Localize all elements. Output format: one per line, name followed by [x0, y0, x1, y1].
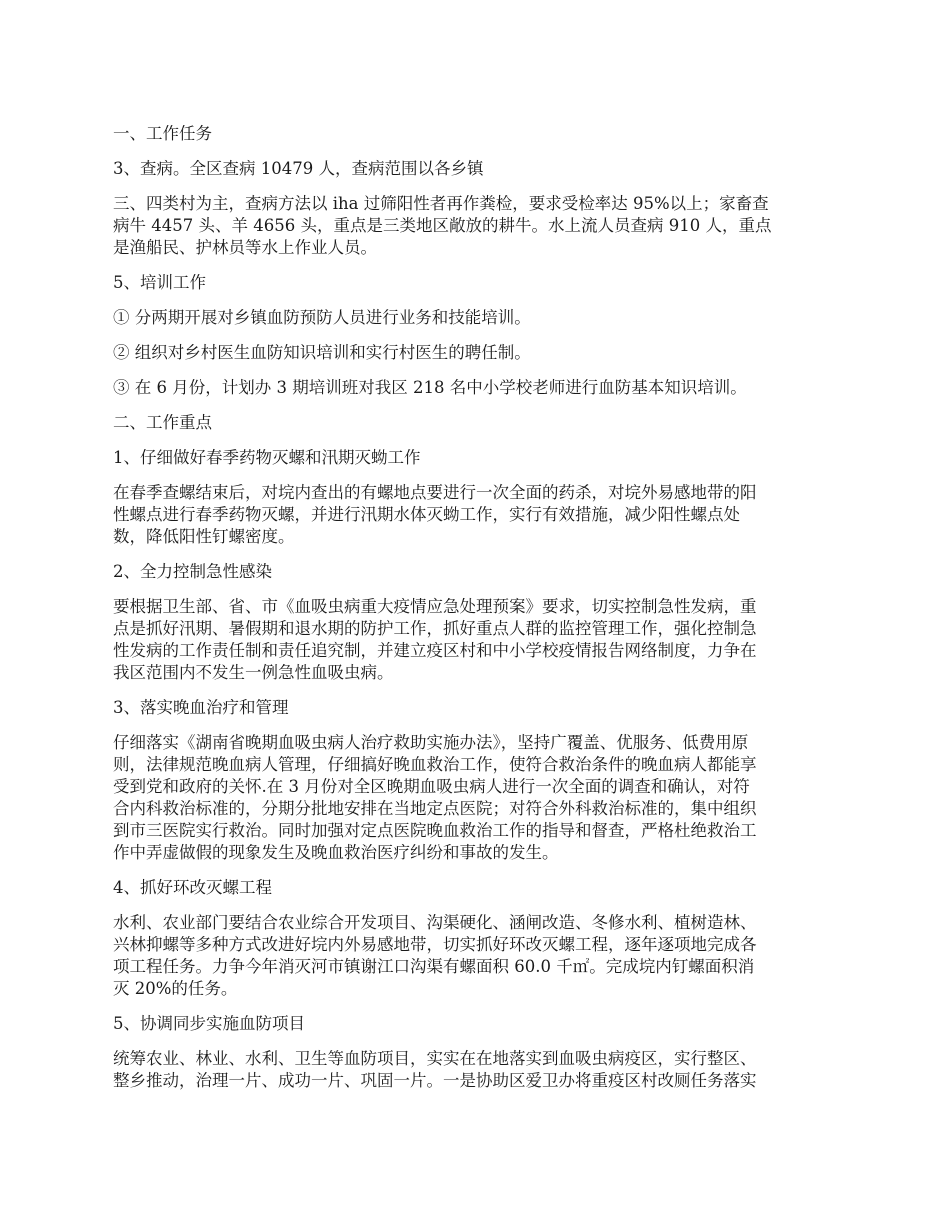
paragraph [113, 1048, 838, 1092]
text-line: ② 组织对乡村医生血防知识培训和实行村医生的聘任制。 [113, 343, 531, 362]
text-line: 性发病的工作责任制和责任追究制，并建立疫区村和中小学校疫情报告网络制度，力争在 [113, 641, 757, 660]
text-line: 1、仔细做好春季药物灭螺和汛期灭蚴工作 [113, 448, 421, 467]
text-line: 5、协调同步实施血防项目 [113, 1014, 305, 1033]
paragraph [113, 877, 838, 899]
paragraph [113, 596, 838, 684]
paragraph [113, 193, 838, 259]
paragraph [113, 272, 838, 294]
text-line: 3、落实晚血治疗和管理 [113, 698, 289, 717]
paragraph [113, 732, 838, 864]
text-line: 项工程任务。力争今年消灭河市镇谢江口沟渠有螺面积 60.0 千㎡。完成垸内钉螺面积消 [113, 957, 755, 976]
document-body [113, 123, 838, 1092]
text-line: 水利、农业部门要结合农业综合开发项目、沟渠硬化、涵闸改造、冬修水利、植树造林、 [113, 913, 757, 932]
text-line: 仔细落实《湖南省晚期血吸虫病人治疗救助实施办法》，坚持广覆盖、优服务、低费用原 [113, 733, 749, 752]
text-line: 在春季查螺结束后，对垸内查出的有螺地点要进行一次全面的药杀，对垸外易感地带的阳 [113, 483, 757, 502]
text-line: 性螺点进行春季药物灭螺，并进行汛期水体灭蚴工作，实行有效措施，减少阳性螺点处 [113, 505, 740, 524]
text-line: 合内科救治标准的，分期分批地安排在当地定点医院；对符合外科救治标准的，集中组织 [113, 799, 757, 818]
text-line: 灭 20%的任务。 [113, 979, 238, 998]
text-line: 我区范围内不发生一例急性血吸虫病。 [113, 663, 394, 682]
text-line: 兴林抑螺等多种方式改进好垸内外易感地带，切实抓好环改灭螺工程，逐年逐项地完成各 [113, 935, 757, 954]
paragraph [113, 412, 838, 434]
paragraph [113, 158, 838, 180]
text-line: 受到党和政府的关怀.在 3 月份对全区晚期血吸虫病人进行一次全面的调查和确认，对符 [113, 777, 750, 796]
text-line: 二、工作重点 [113, 413, 212, 432]
text-line: 统筹农业、林业、水利、卫生等血防项目，实实在在地落实到血吸虫病疫区，实行整区、 [113, 1049, 757, 1068]
paragraph [113, 307, 838, 329]
paragraph [113, 447, 838, 469]
text-line: 病牛 4457 头、羊 4656 头，重点是三类地区敞放的耕牛。水上流人员查病 910 人，重点 [113, 216, 772, 235]
text-line: 一、工作任务 [113, 124, 212, 143]
text-line: 点是抓好汛期、暑假期和退水期的防护工作，抓好重点人群的监控管理工作，强化控制急 [113, 619, 757, 638]
text-line: 作中弄虚做假的现象发生及晚血救治医疗纠纷和事故的发生。 [113, 843, 559, 862]
text-line: ③ 在 6 月份，计划办 3 期培训班对我区 218 名中小学校老师进行血防基本知识培训。 [113, 378, 747, 397]
text-line: 要根据卫生部、省、市《血吸虫病重大疫情应急处理预案》要求，切实控制急性发病，重 [113, 597, 757, 616]
paragraph [113, 561, 838, 583]
paragraph [113, 912, 838, 1000]
paragraph [113, 342, 838, 364]
text-line: 则，法律规范晚血病人管理，仔细搞好晚血救治工作，使符合救治条件的晚血病人都能享 [113, 755, 757, 774]
paragraph [113, 123, 838, 145]
paragraph [113, 482, 838, 548]
text-line: 整乡推动，治理一片、成功一片、巩固一片。一是协助区爱卫办将重疫区村改厕任务落实 [113, 1071, 757, 1090]
text-line: 3、查病。全区查病 10479 人，查病范围以各乡镇 [113, 159, 484, 178]
text-line: 数，降低阳性钉螺密度。 [113, 527, 295, 546]
paragraph [113, 697, 838, 719]
paragraph [113, 1013, 838, 1035]
text-line: 2、全力控制急性感染 [113, 562, 272, 581]
text-line: ① 分两期开展对乡镇血防预防人员进行业务和技能培训。 [113, 308, 531, 327]
text-line: 5、培训工作 [113, 273, 206, 292]
text-line: 是渔船民、护林员等水上作业人员。 [113, 238, 377, 257]
text-line: 到市三医院实行救治。同时加强对定点医院晚血救治工作的指导和督查，严格杜绝救治工 [113, 821, 757, 840]
text-line: 三、四类村为主，查病方法以 iha 过筛阳性者再作粪检，要求受检率达 95%以上；家畜查 [113, 194, 769, 213]
paragraph [113, 377, 838, 399]
text-line: 4、抓好环改灭螺工程 [113, 878, 272, 897]
